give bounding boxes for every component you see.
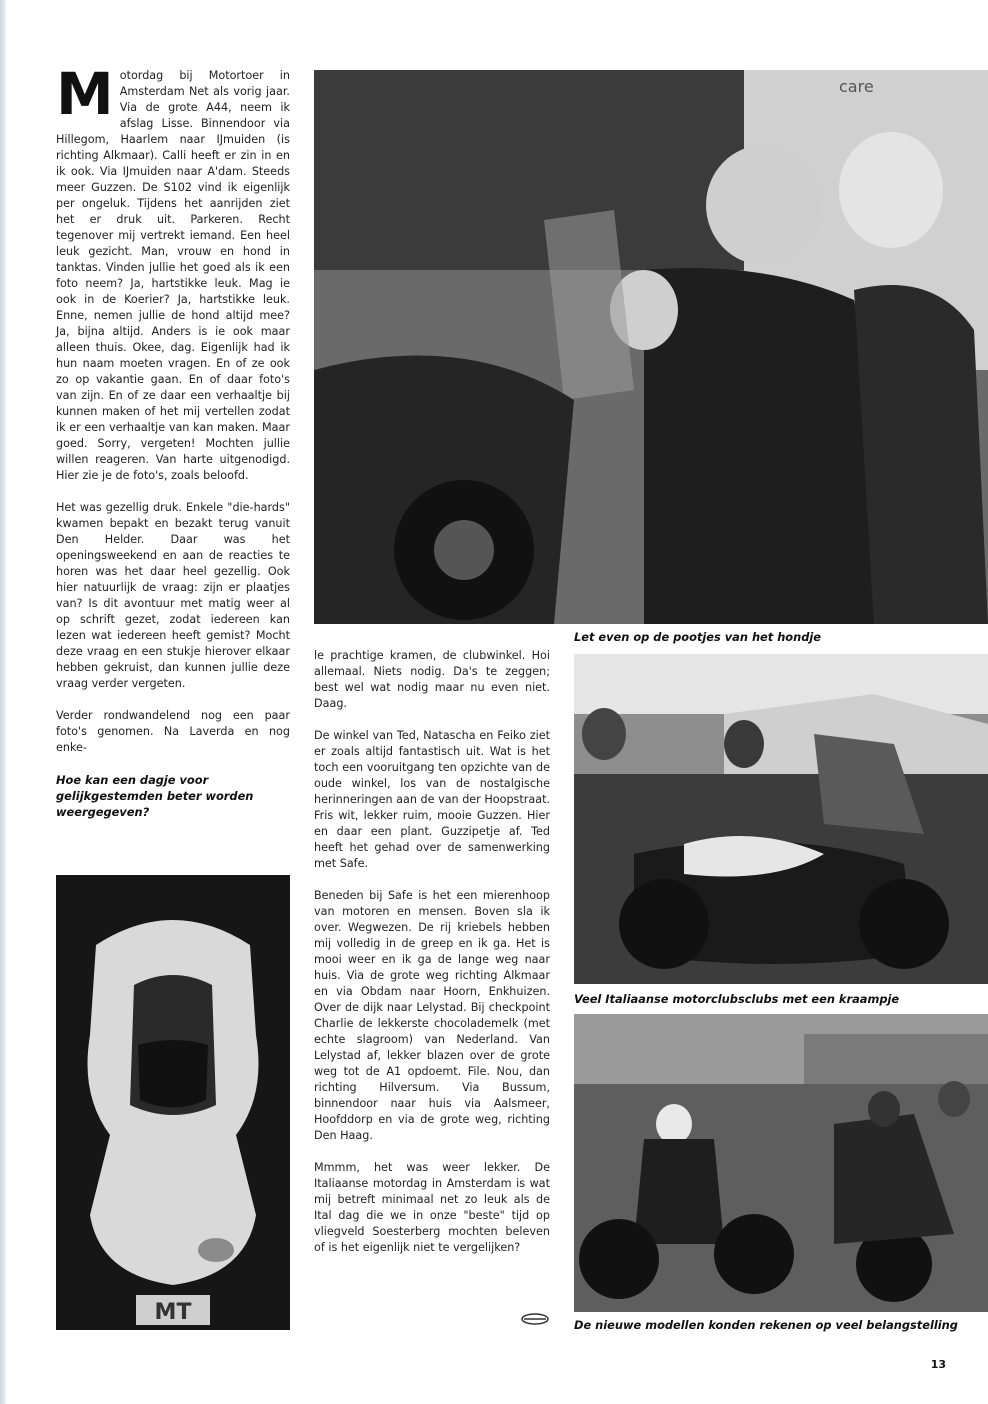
middle-paragraph-2: De winkel van Ted, Natascha en Feiko ziet er zoals altijd fantastisch uit. Wat is het toch een vooruitgang ten opzichte van de oude winkel, los van de nostalgische herinneringen aan de van der Hoopstraat. Fris wit, lekker ruim, mooie Guzzen. Hier en daar een plant. Guzzipetje af. Ted heeft het gehad over de samenwerking met Safe. bbox=[314, 729, 551, 870]
left-column bbox=[56, 60, 290, 830]
new-models-photo bbox=[574, 1014, 988, 1312]
plate-text: MT bbox=[154, 1300, 192, 1325]
page-number: 13 bbox=[930, 1358, 946, 1371]
club-logo-icon bbox=[520, 1312, 550, 1326]
sign-text: care bbox=[839, 77, 874, 96]
paragraph-2: Het was gezellig druk. Enkele "die-hards" kwamen bepakt en bezakt terug vanuit Den Helder. Daar was het openingsweekend en aan de reacties te horen was het daar heel gezellig. Ook hier natuurlijk de vraag: zijn er plaatjes van? Is dit avontuur met matig weer al op schrift gezet, zodat iedereen kan lezen wat iedereen heeft gemist? Mocht deze vraag en een stukje hierover elkaar hebben gekruist, dan kunnen jullie deze vraag verder vergeten. bbox=[56, 501, 290, 690]
bottom-photo-caption: De nieuwe modellen konden rekenen op veel belangstelling bbox=[574, 1318, 958, 1332]
middle-paragraph-3: Beneden bij Safe is het een mierenhoop van motoren en mensen. Boven sla ik over. Wegwezen. De rij kriebels hebben mij volledig in de greep en ik ga. Het is mooi weer en ik ga de lange weg naar huis. Via de grote weg richting Alkmaar en via Obdam naar Hoorn, Enkhuizen. Over de dijk naar Lelystad. Bij checkpoint Charlie de lekkerste chocolademelk (met echte slagroom) van Nederland. Van Lelystad af, lekker blazen over de grote weg tot de A1 opdoemt. File. Nou, dan richting Hilversum. Via Bussum, binnendoor naar huis via Aalsmeer, Hoofddorp en via de grote weg, richting Den Haag. bbox=[314, 889, 550, 1142]
middle-column bbox=[314, 648, 550, 1272]
tank-photo bbox=[56, 875, 290, 1330]
paragraph-3: Verder rondwandelend nog een paar foto's genomen. Na Laverda en nog enke- bbox=[56, 709, 290, 754]
page-edge bbox=[0, 0, 6, 1404]
drop-cap: M bbox=[56, 60, 114, 128]
middle-photo-caption: Veel Italiaanse motorclubsclubs met een kraampje bbox=[574, 992, 900, 1006]
intro-paragraph bbox=[56, 60, 290, 484]
dog-rider-photo bbox=[314, 70, 988, 624]
stands-photo bbox=[574, 654, 988, 984]
top-photo-caption: Let even op de pootjes van het hondje bbox=[574, 630, 822, 644]
question-heading: Hoe kan een dagje voor gelijkgestemden beter worden weergegeven? bbox=[56, 773, 254, 819]
middle-paragraph-4: Mmmm, het was weer lekker. De Italiaanse motordag in Amsterdam is wat mij betreft minimaal net zo leuk als de Ital dag die we in onze "beste" tijd op vliegveld Soesterberg mochten beleven of is het eigenlijk niet te vergelijken? bbox=[314, 1161, 550, 1254]
middle-paragraph-1: le prachtige kramen, de clubwinkel. Hoi allemaal. Niets nodig. Da's te zeggen; best wel wat nodig maar nu even niet. Daag. bbox=[314, 649, 550, 710]
intro-text: otordag bij Motortoer in Amsterdam Net als vorig jaar. Via de grote A44, neem ik afslag Lisse. Binnendoor via Hillegom, Haarlem naar IJmuiden (is richting Alkmaar). Calli heeft er zin in en ik ook. Via IJmuiden naar A'dam. Steeds meer Guzzen. De S102 vind ik eigenlijk per ongeluk. Tijdens het aanrijden ziet het er druk uit. Parkeren. Recht tegenover mij vertrekt iemand. Een heel leuk gezicht. Man, vrouw en hond in tanktas. Vinden jullie het goed als ik een foto neem? Ja, hartstikke leuk. Mag ie ook in de Koerier? Ja, hartstikke leuk. Enne, nemen jullie de hond altijd mee? Ja, bijna altijd. Anders is ie ook maar alleen thuis. Okee, dag. Eigenlijk had ik hun naam moeten vragen. En of ze ook zo op vakantie gaan. En of daar foto's van zijn. En of ze daar een verhaaltje bij kunnen maken of het mij vertellen zodat ik er een verhaaltje van kan maken. Maar goed. Sorry, vergeten! Mochten jullie willen reageren. Van harte uitgenodigd. Hier zie je de foto's, zoals beloofd. bbox=[56, 69, 290, 482]
